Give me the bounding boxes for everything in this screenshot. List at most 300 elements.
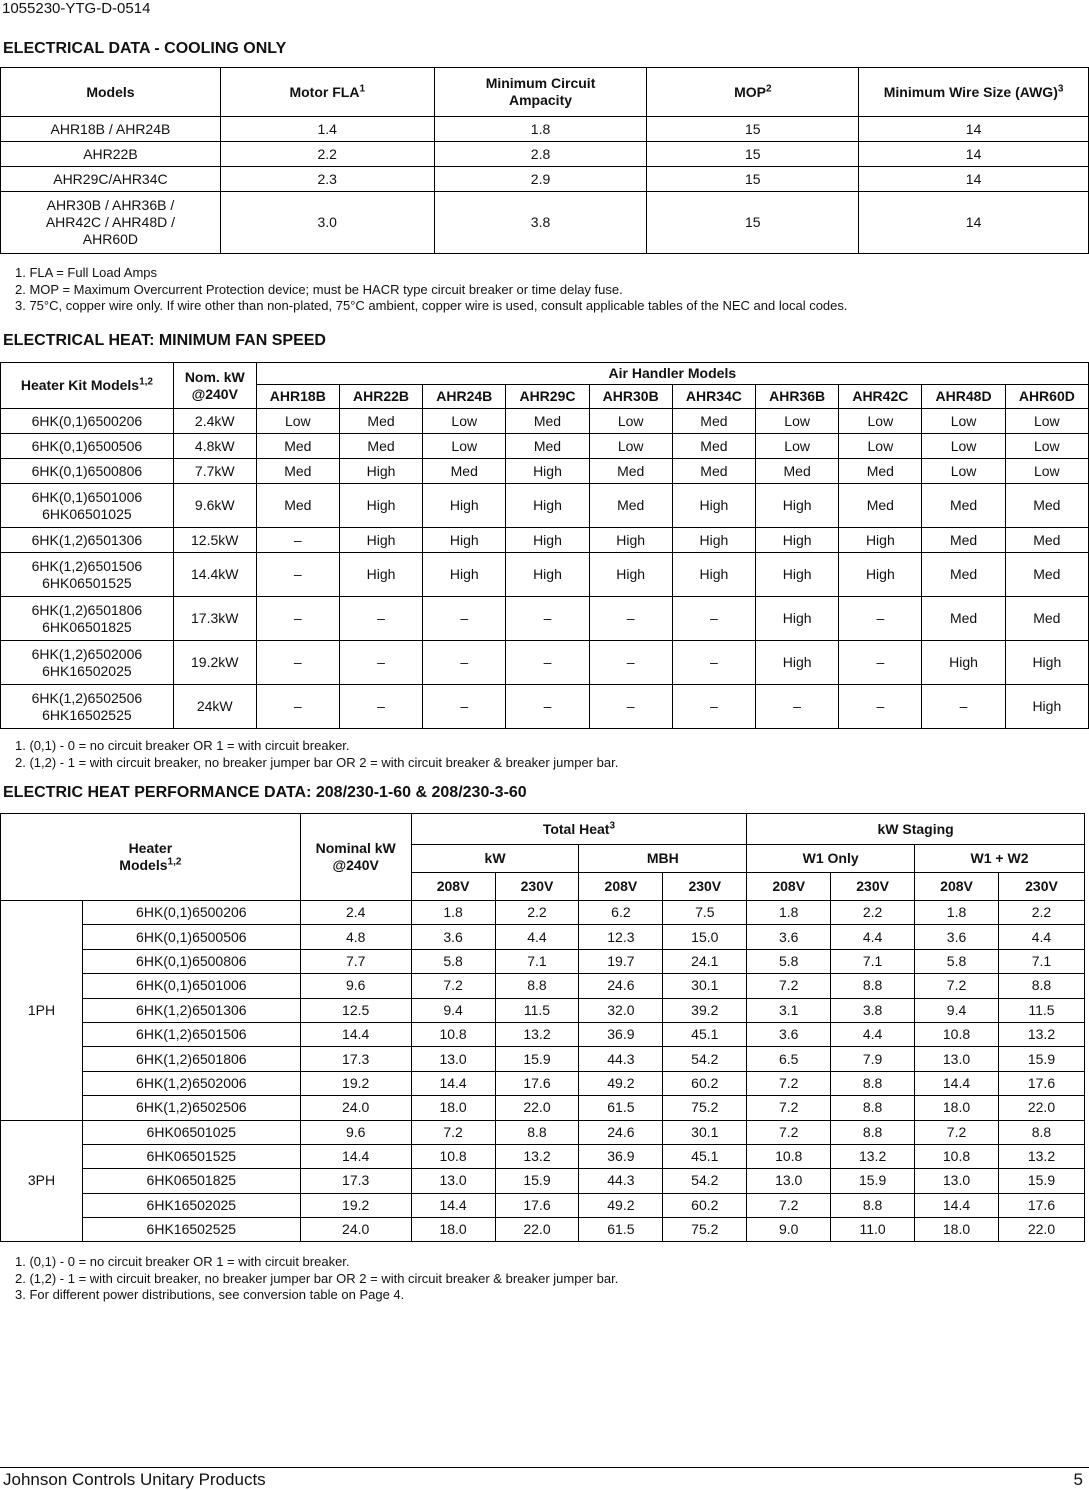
cell: 30.1	[663, 974, 747, 998]
fan-speed-table	[0, 362, 1089, 729]
cell: 2.2	[220, 142, 434, 167]
fan-speed-notes	[15, 738, 618, 771]
cell: 2.4kW	[173, 409, 256, 434]
cell: 9.6	[300, 974, 411, 998]
table-row	[1, 949, 1085, 973]
cell	[1, 597, 174, 641]
cell: 39.2	[663, 998, 747, 1022]
cell: 14.4	[300, 1022, 411, 1046]
cell: Low	[922, 409, 1005, 434]
cell: 8.8	[998, 1120, 1084, 1144]
cell: High	[339, 528, 422, 553]
cell: 10.8	[915, 1144, 999, 1168]
cell: 1.8	[411, 901, 495, 925]
cell: 36.9	[579, 1144, 663, 1168]
performance-notes	[15, 1254, 618, 1304]
cell: –	[589, 597, 672, 641]
cell: Low	[756, 409, 839, 434]
cell: 5.8	[915, 949, 999, 973]
cell: 3.8	[831, 998, 915, 1022]
cell: 44.3	[579, 1169, 663, 1193]
cell: 18.0	[915, 1096, 999, 1120]
cell: 13.2	[495, 1022, 579, 1046]
cell: Med	[589, 459, 672, 484]
document-id: 1055230-YTG-D-0514	[2, 0, 151, 17]
cell: High	[506, 553, 589, 597]
cell: Low	[1005, 409, 1088, 434]
cell: 10.8	[411, 1022, 495, 1046]
cell: 22.0	[998, 1218, 1084, 1242]
cell: 7.1	[998, 949, 1084, 973]
cell: High	[756, 597, 839, 641]
cell: 2.3	[220, 167, 434, 192]
cooling-notes	[15, 265, 848, 315]
cell: 1.4	[220, 117, 434, 142]
cell: 24.1	[663, 949, 747, 973]
cell: 15.9	[831, 1169, 915, 1193]
cell: High	[672, 528, 755, 553]
phase-cell: 1PH	[1, 901, 83, 1121]
cell: High	[839, 553, 922, 597]
cell	[1, 641, 174, 685]
cell: 6HK06501825	[82, 1169, 300, 1193]
cell: –	[423, 641, 506, 685]
cell: 7.2	[747, 1193, 831, 1217]
note: 1. FLA = Full Load Amps	[15, 265, 157, 280]
cell: Low	[922, 459, 1005, 484]
w1-only-header: W1 Only	[747, 845, 915, 873]
cell: 8.8	[831, 974, 915, 998]
voltage-header: 208V	[747, 873, 831, 901]
cell: 14.4	[300, 1144, 411, 1168]
cell: 7.7kW	[173, 459, 256, 484]
cell: 14.4	[411, 1193, 495, 1217]
voltage-header: 208V	[915, 873, 999, 901]
col-wire: Minimum Wire Size (AWG)$^3$	[859, 68, 1089, 117]
cell: 18.0	[411, 1218, 495, 1242]
voltage-header: 208V	[411, 873, 495, 901]
table-row	[1, 901, 1085, 925]
cell: 6.5	[747, 1047, 831, 1071]
cell: 7.2	[747, 1071, 831, 1095]
model-header: AHR36B	[756, 385, 839, 409]
cell: –	[506, 685, 589, 729]
cell: –	[506, 641, 589, 685]
cell: 6HK06501525	[82, 1144, 300, 1168]
col-mca: Minimum Circuit Ampacity	[434, 68, 647, 117]
cell: 54.2	[663, 1047, 747, 1071]
footer-company: Johnson Controls Unitary Products	[3, 1470, 266, 1489]
cell: 10.8	[747, 1144, 831, 1168]
cell: Med	[672, 434, 755, 459]
cell: Med	[922, 528, 1005, 553]
cell: 13.2	[998, 1022, 1084, 1046]
cell: 8.8	[831, 1120, 915, 1144]
cell: –	[423, 597, 506, 641]
cell: 11.5	[495, 998, 579, 1022]
cell: High	[339, 553, 422, 597]
cell: –	[839, 597, 922, 641]
cell-line: 6HK(0,1)6500206	[31, 412, 143, 429]
cell: 75.2	[663, 1096, 747, 1120]
cell: 24kW	[173, 685, 256, 729]
cell: 6HK(0,1)6500806	[82, 949, 300, 973]
col-models: Models	[1, 68, 221, 117]
note: 2. (1,2) - 1 = with circuit breaker, no breaker jumper bar OR 2 = with circuit breaker & breaker jumper bar.	[15, 1270, 619, 1286]
kw-header: kW	[411, 845, 579, 873]
model-header: AHR22B	[339, 385, 422, 409]
cell: Low	[839, 434, 922, 459]
model-header: AHR34C	[672, 385, 755, 409]
cell: 9.6	[300, 1120, 411, 1144]
cell: Low	[423, 434, 506, 459]
cell: 24.6	[579, 974, 663, 998]
cell: 7.2	[411, 974, 495, 998]
air-handler-models-header: Air Handler Models	[256, 363, 1088, 385]
table-row	[1, 192, 1089, 254]
cell: 9.6kW	[173, 484, 256, 528]
cell-line: 6HK06501825	[42, 618, 132, 635]
cell	[1, 685, 174, 729]
cell	[1, 434, 174, 459]
cell: Med	[589, 484, 672, 528]
cell: 6HK(1,2)6502006	[82, 1071, 300, 1095]
table-row	[1, 1120, 1085, 1144]
cell: 2.4	[300, 901, 411, 925]
cell: –	[339, 685, 422, 729]
footer-rule	[0, 1467, 1089, 1468]
cell: 18.0	[411, 1096, 495, 1120]
cell: 17.3	[300, 1047, 411, 1071]
cell: –	[589, 685, 672, 729]
cell: 6HK(1,2)6501306	[82, 998, 300, 1022]
cell: –	[839, 641, 922, 685]
cell: 7.5	[663, 901, 747, 925]
cell: 6HK06501025	[82, 1120, 300, 1144]
cell: –	[339, 597, 422, 641]
cell: –	[672, 685, 755, 729]
cell: 5.8	[747, 949, 831, 973]
cell: Med	[1005, 597, 1088, 641]
note: 2. MOP = Maximum Overcurrent Protection device; must be HACR type circuit breaker or time delay fuse.	[15, 281, 623, 297]
table-row	[1, 1144, 1085, 1168]
model-header: AHR30B	[589, 385, 672, 409]
cell: Med	[756, 459, 839, 484]
cell: High	[756, 484, 839, 528]
cell: Low	[1005, 434, 1088, 459]
cell-line: 6HK06501525	[42, 574, 132, 591]
cell-line: 6HK16502025	[42, 662, 132, 679]
cell: –	[756, 685, 839, 729]
cell: 3.8	[434, 192, 647, 254]
cell: High	[756, 553, 839, 597]
cell: 6HK(1,2)6501506	[82, 1022, 300, 1046]
cell: 3.6	[411, 925, 495, 949]
performance-table	[0, 813, 1085, 1242]
table-row	[1, 1169, 1085, 1193]
cell: 2.9	[434, 167, 647, 192]
cell-line: 6HK(1,2)6501806	[31, 601, 143, 618]
cell: Med	[922, 597, 1005, 641]
cell: 14	[859, 167, 1089, 192]
cell: 24.6	[579, 1120, 663, 1144]
model-header: AHR29C	[506, 385, 589, 409]
table-row	[1, 1047, 1085, 1071]
cell	[1, 553, 174, 597]
cell: –	[256, 685, 339, 729]
cell: Low	[922, 434, 1005, 459]
cell: 6HK(1,2)6502506	[82, 1096, 300, 1120]
cell: 4.4	[998, 925, 1084, 949]
cell: 15.9	[495, 1169, 579, 1193]
col-motor-fla: Motor FLA$^1$	[220, 68, 434, 117]
table-row	[1, 998, 1085, 1022]
cooling-section-title: ELECTRICAL DATA - COOLING ONLY	[3, 40, 287, 57]
cell: 3.6	[747, 925, 831, 949]
cell: Med	[506, 434, 589, 459]
cell: 17.6	[998, 1193, 1084, 1217]
cell: Med	[922, 553, 1005, 597]
cell: 45.1	[663, 1022, 747, 1046]
cell: 19.2kW	[173, 641, 256, 685]
col-nom-kw: Nom. kW @240V	[173, 363, 256, 409]
cell: Med	[256, 434, 339, 459]
cell-line: 6HK16502525	[42, 706, 132, 723]
cell: 19.2	[300, 1071, 411, 1095]
cell: 54.2	[663, 1169, 747, 1193]
cell: Med	[672, 409, 755, 434]
cell: 6HK(1,2)6501806	[82, 1047, 300, 1071]
cell: 24.0	[300, 1218, 411, 1242]
cell: 8.8	[831, 1096, 915, 1120]
table-row	[1, 117, 1089, 142]
cell: 13.0	[411, 1047, 495, 1071]
note: 1. (0,1) - 0 = no circuit breaker OR 1 = with circuit breaker.	[15, 738, 350, 753]
model-header: AHR18B	[256, 385, 339, 409]
cell: Low	[589, 409, 672, 434]
cell: High	[423, 528, 506, 553]
cell: 44.3	[579, 1047, 663, 1071]
cell: Med	[1005, 553, 1088, 597]
cell: 7.1	[831, 949, 915, 973]
cell: 15.0	[663, 925, 747, 949]
cell: 22.0	[998, 1096, 1084, 1120]
cell: High	[756, 641, 839, 685]
table-row	[1, 459, 1089, 484]
cell: 2.2	[831, 901, 915, 925]
cell: 15	[647, 192, 859, 254]
cell: 10.8	[915, 1022, 999, 1046]
cell: High	[1005, 685, 1088, 729]
performance-section-title: ELECTRIC HEAT PERFORMANCE DATA: 208/230-1-60 & 208/230-3-60	[3, 784, 527, 801]
cell	[1, 484, 174, 528]
cell: 4.8kW	[173, 434, 256, 459]
cell: 14.4	[915, 1193, 999, 1217]
cell: 15.9	[998, 1047, 1084, 1071]
cell	[1, 459, 174, 484]
cell-line: 6HK(1,2)6501306	[31, 531, 143, 548]
col-nominal-kw: Nominal kW @240V	[300, 814, 411, 901]
cell: 7.2	[915, 974, 999, 998]
cell-line: 6HK(0,1)6500506	[31, 437, 143, 454]
cell: AHR29C/AHR34C	[1, 167, 221, 192]
cell: 4.4	[831, 925, 915, 949]
cell: 14	[859, 192, 1089, 254]
voltage-header: 230V	[495, 873, 579, 901]
cell: Low	[756, 434, 839, 459]
cell: Med	[506, 409, 589, 434]
table-row	[1, 1071, 1085, 1095]
cell: 14.4	[411, 1071, 495, 1095]
cell: 17.6	[495, 1071, 579, 1095]
cell: 8.8	[495, 1120, 579, 1144]
col-mop: MOP$^2$	[647, 68, 859, 117]
model-header: AHR42C	[839, 385, 922, 409]
table-row	[1, 974, 1085, 998]
cell	[1, 409, 174, 434]
cell: 6.2	[579, 901, 663, 925]
voltage-header: 230V	[663, 873, 747, 901]
cell: Med	[1005, 484, 1088, 528]
cooling-table	[0, 67, 1089, 254]
cell: 7.2	[915, 1120, 999, 1144]
cell: Med	[672, 459, 755, 484]
page-number: 5	[1073, 1470, 1083, 1489]
cell: 17.6	[495, 1193, 579, 1217]
cell: 6HK(0,1)6500506	[82, 925, 300, 949]
cell	[1, 528, 174, 553]
cell: 60.2	[663, 1071, 747, 1095]
cell: High	[589, 528, 672, 553]
kw-staging-header: kW Staging	[747, 814, 1085, 845]
cell: 3.0	[220, 192, 434, 254]
cell: 13.0	[915, 1169, 999, 1193]
cell: 4.4	[831, 1022, 915, 1046]
table-row	[1, 1022, 1085, 1046]
cell: –	[339, 641, 422, 685]
cell: 49.2	[579, 1193, 663, 1217]
voltage-header: 230V	[998, 873, 1084, 901]
table-row	[1, 553, 1089, 597]
model-header: AHR60D	[1005, 385, 1088, 409]
cell: 1.8	[434, 117, 647, 142]
cell: 9.4	[915, 998, 999, 1022]
cell: 22.0	[495, 1096, 579, 1120]
cell: –	[922, 685, 1005, 729]
cell: Med	[839, 484, 922, 528]
cell: 4.4	[495, 925, 579, 949]
note: 3. For different power distributions, see conversion table on Page 4.	[15, 1287, 405, 1302]
cell: 7.7	[300, 949, 411, 973]
cell: Med	[922, 484, 1005, 528]
cell: Low	[839, 409, 922, 434]
cell: High	[506, 484, 589, 528]
cell: High	[922, 641, 1005, 685]
cell: –	[256, 553, 339, 597]
cell: 7.2	[747, 1096, 831, 1120]
cell: 3.1	[747, 998, 831, 1022]
cell: 2.2	[998, 901, 1084, 925]
cell-line: 6HK(1,2)6502506	[31, 689, 143, 706]
cell: Low	[1005, 459, 1088, 484]
cell: 3.6	[915, 925, 999, 949]
cell: 12.5kW	[173, 528, 256, 553]
cell: 7.1	[495, 949, 579, 973]
cell: 17.3kW	[173, 597, 256, 641]
cell: 7.9	[831, 1047, 915, 1071]
cell: –	[672, 597, 755, 641]
cell: 61.5	[579, 1096, 663, 1120]
table-row	[1, 409, 1089, 434]
cell: AHR22B	[1, 142, 221, 167]
table-row	[1, 685, 1089, 729]
cell: 15	[647, 167, 859, 192]
cell: 22.0	[495, 1218, 579, 1242]
cell: 17.3	[300, 1169, 411, 1193]
cell: High	[672, 553, 755, 597]
table-row	[1, 1096, 1085, 1120]
phase-cell: 3PH	[1, 1120, 83, 1242]
cell: 11.5	[998, 998, 1084, 1022]
table-row	[1, 597, 1089, 641]
cell-line: AHR60D	[82, 231, 139, 247]
cell: 7.2	[747, 974, 831, 998]
cell: –	[589, 641, 672, 685]
cell: –	[506, 597, 589, 641]
cell: 61.5	[579, 1218, 663, 1242]
table-row	[1, 484, 1089, 528]
cell: 45.1	[663, 1144, 747, 1168]
table-row	[1, 641, 1089, 685]
cell: 32.0	[579, 998, 663, 1022]
cell: 18.0	[915, 1218, 999, 1242]
cell: –	[839, 685, 922, 729]
cell-line: 6HK(0,1)6500806	[31, 462, 143, 479]
cell: High	[339, 459, 422, 484]
voltage-header: 208V	[579, 873, 663, 901]
cell: 13.0	[747, 1169, 831, 1193]
cell: 9.0	[747, 1218, 831, 1242]
cell: 2.8	[434, 142, 647, 167]
cell: 6HK(0,1)6501006	[82, 974, 300, 998]
table-row	[1, 925, 1085, 949]
cell: Low	[589, 434, 672, 459]
cell: 7.2	[747, 1120, 831, 1144]
cell: 13.2	[831, 1144, 915, 1168]
cell: Low	[423, 409, 506, 434]
cell: 15.9	[495, 1047, 579, 1071]
cell: 10.8	[411, 1144, 495, 1168]
cell: 7.2	[411, 1120, 495, 1144]
cell: Med	[339, 409, 422, 434]
cell: Med	[256, 484, 339, 528]
cell-line: AHR42C / AHR48D /	[45, 214, 176, 230]
cell-line: AHR30B / AHR36B /	[46, 197, 175, 213]
cell: 14	[859, 117, 1089, 142]
cell: 2.2	[495, 901, 579, 925]
cell: –	[256, 597, 339, 641]
w1-w2-header: W1 + W2	[915, 845, 1085, 873]
cell: 4.8	[300, 925, 411, 949]
cell: Med	[839, 459, 922, 484]
cell: 6HK16502525	[82, 1218, 300, 1242]
table-row	[1, 434, 1089, 459]
cell: 8.8	[998, 974, 1084, 998]
cell: 19.7	[579, 949, 663, 973]
cell: High	[756, 528, 839, 553]
total-heat-header: Total Heat$^3$	[411, 814, 747, 845]
cell: High	[506, 459, 589, 484]
